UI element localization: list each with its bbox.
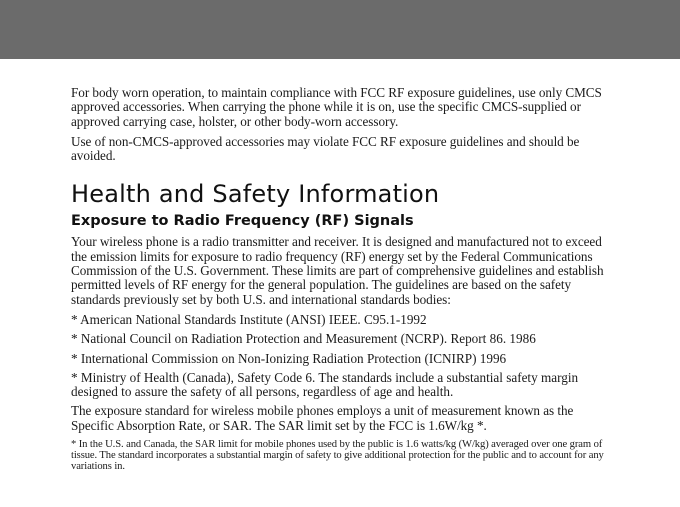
section-title: Health and Safety Information	[71, 180, 440, 209]
standards-list-item: * American National Standards Institute (ANSI) IEEE. C95.1-1992	[71, 311, 427, 327]
rf-paragraph: Your wireless phone is a radio transmitter and receiver. It is designed and manufactured not to exceed the emission limits for exposure to radio frequency (RF) energy set by the Federal Communications Commission of the U.S. Government. These limits are part of comprehensive guidelines and establish permitted levels of RF energy for the general population. The guidelines are based on the safety standards previously set by both U.S. and international standards bodies:	[71, 234, 604, 307]
intro-paragraph-1: For body worn operation, to maintain compliance with FCC RF exposure guidelines, use only CMCS approved accessories. When carrying the phone while it is on, use the specific CMCS-supplied or approved carrying case, holster, or other body-worn accessory.	[71, 85, 602, 129]
intro-paragraph-2: Use of non-CMCS-approved accessories may violate FCC RF exposure guidelines and should be avoided.	[71, 133, 580, 164]
sar-paragraph: The exposure standard for wireless mobile phones employs a unit of measurement known as the Specific Absorption Rate, or SAR. The SAR limit set by the FCC is 1.6W/kg *.	[71, 403, 574, 433]
standards-list-item: * National Council on Radiation Protection and Measurement (NCRP). Report 86. 1986	[71, 331, 536, 347]
document-content	[71, 86, 611, 472]
footnote: * In the U.S. and Canada, the SAR limit for mobile phones used by the public is 1.6 watts/kg (W/kg) averaged over one gram of tissue. The standard incorporates a substantial margin of safety to give additional protection for the public and to account for any variations in.	[71, 439, 604, 473]
section-subtitle: Exposure to Radio Frequency (RF) Signals	[71, 213, 414, 230]
standards-list	[71, 313, 611, 399]
standards-list-item: * International Commission on Non-Ionizing Radiation Protection (ICNIRP) 1996	[71, 350, 507, 366]
header-bar	[0, 0, 680, 59]
standards-list-item: * Ministry of Health (Canada), Safety Code 6. The standards include a substantial safety margin designed to assure the safety of all persons, regardless of age and health.	[71, 369, 579, 400]
